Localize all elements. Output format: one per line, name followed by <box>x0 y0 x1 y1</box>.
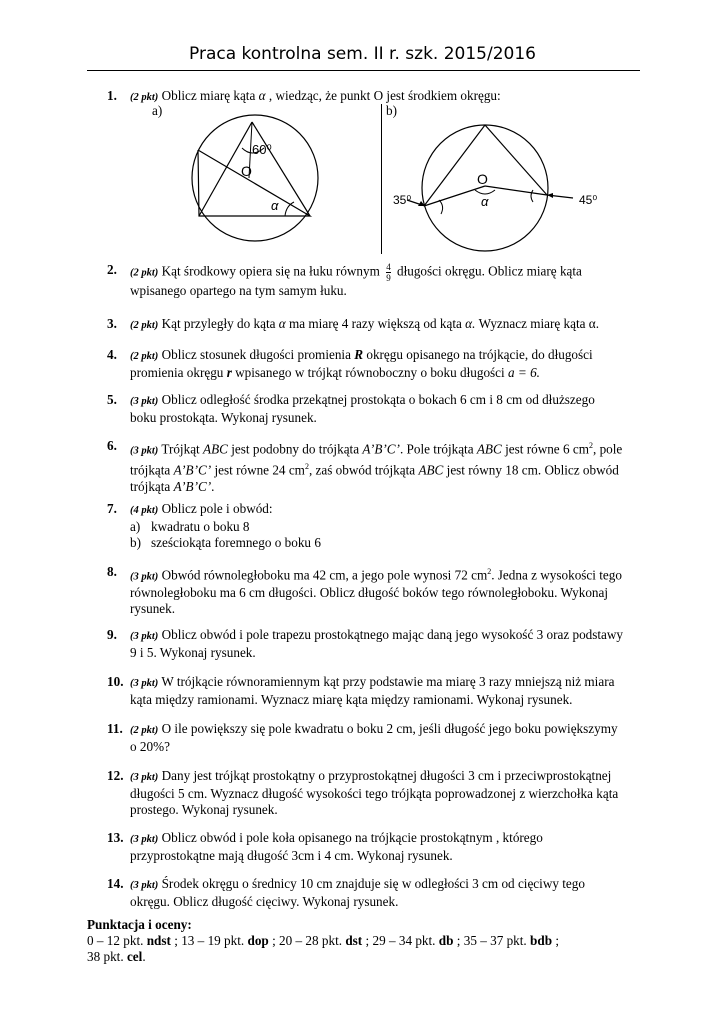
grade-separator: ; <box>362 933 373 948</box>
triangle-a-prime: A’B’C’ <box>173 462 212 478</box>
task-text: , wiedząc, że punkt O jest środkiem okręgu: <box>265 88 501 103</box>
task-9 <box>107 627 642 661</box>
scoring-section <box>87 917 647 965</box>
grade-range: 20 – 28 pkt. <box>279 933 346 948</box>
task-text: kąta między ramionami. Wyznacz miarę kąta między ramionami. Wykonaj rysunek. <box>130 692 573 707</box>
task-5 <box>107 392 642 426</box>
task-points: (3 pkt) <box>130 631 159 642</box>
task-number: 3. <box>107 316 117 331</box>
task-1 <box>107 88 642 106</box>
task-points: (3 pkt) <box>130 396 159 407</box>
task-number: 8. <box>107 564 117 579</box>
task-text: . Jedna z wysokości tego <box>491 567 622 583</box>
task-points: (3 pkt) <box>130 445 159 457</box>
task-4 <box>107 347 642 381</box>
task-number: 1. <box>107 88 117 103</box>
item-text: kwadratu o boku 8 <box>151 519 250 534</box>
task-number: 10. <box>107 674 124 689</box>
task-14 <box>107 876 642 910</box>
equation: a = 6. <box>508 365 540 380</box>
circle-b <box>422 125 548 251</box>
grade-name: db <box>438 933 454 948</box>
fraction-numerator: 4 <box>386 262 391 272</box>
task-text: okręgu. Oblicz długość cięciwy. Wykonaj rysunek. <box>130 894 399 909</box>
superscript: 2 <box>487 567 492 576</box>
task-text: . <box>211 478 215 494</box>
alpha-symbol: α <box>278 316 286 331</box>
diagram-a <box>170 118 330 248</box>
task-text: jest podobny do trójkąta <box>227 441 363 457</box>
task-6 <box>107 438 642 495</box>
task-text: Trójkąt <box>161 441 204 457</box>
page-header <box>0 44 725 64</box>
triangle-abc: ABC <box>203 441 228 457</box>
task-text: długości okręgu. Oblicz miarę kąta <box>396 263 582 279</box>
circle-a <box>192 115 318 241</box>
grade-range: 29 – 34 pkt. <box>372 933 439 948</box>
task-text: prostego. Wykonaj rysunek. <box>130 802 278 817</box>
grade-separator: ; <box>552 933 560 948</box>
alpha-label-b: α <box>481 194 489 209</box>
symbol-r: r <box>226 365 232 380</box>
scoring-title: Punktacja i oceny: <box>87 917 192 932</box>
item-label: a) <box>130 519 141 534</box>
chord-b1 <box>424 125 485 206</box>
fraction-denominator: 9 <box>386 273 391 283</box>
task-text: o 20%? <box>130 739 170 754</box>
radius-b1 <box>424 186 485 206</box>
center-label-o: O <box>241 163 252 179</box>
triangle-a-prime: A’B’C’ <box>362 441 400 457</box>
superscript: 2 <box>304 462 309 472</box>
task-number: 5. <box>107 392 117 407</box>
task-7 <box>107 501 642 551</box>
task-points: (3 pkt) <box>130 772 159 783</box>
task-number: 12. <box>107 768 124 783</box>
angle-label-35: 35⁰ <box>393 193 412 207</box>
item-label: b) <box>130 535 141 550</box>
task-text: jest równe 6 cm <box>501 441 589 457</box>
alpha-symbol: α <box>258 88 266 103</box>
task-text: promienia okręgu <box>130 365 227 380</box>
task-number: 11. <box>107 721 123 736</box>
diagram-b <box>395 118 625 253</box>
page-title: Praca kontrolna sem. II r. szk. 2015/2016 <box>189 44 536 64</box>
task-13 <box>107 830 642 864</box>
symbol-R: R <box>354 347 364 362</box>
task-text: wpisanego w trójkąt równoboczny o boku długości <box>231 365 508 380</box>
grade-separator: ; <box>170 933 182 948</box>
alpha-label-a: α <box>271 198 279 213</box>
task-text: O ile powiększy się pole kwadratu o boku 2 cm, jeśli długość jego boku powiększymy <box>161 721 618 736</box>
task-points: (3 pkt) <box>130 571 159 583</box>
grade-separator: ; <box>268 933 280 948</box>
grade-name: cel <box>126 949 143 964</box>
task-text: ma miarę 4 razy większą od kąta <box>285 316 466 331</box>
task-text: Dany jest trójkąt prostokątny o przyprostokątnej długości 3 cm i przeciwprostokątnej <box>161 768 612 783</box>
chord-b2 <box>485 125 547 195</box>
task-text: jest równe 24 cm <box>211 462 305 478</box>
grade-separator: ; <box>453 933 464 948</box>
alpha-symbol: α. <box>465 316 476 331</box>
task-number: 7. <box>107 501 117 516</box>
task-text: przyprostokątne mają długość 3cm i 4 cm. Wykonaj rysunek. <box>130 848 453 863</box>
angle-arc-35 <box>439 200 443 214</box>
grade-range: 13 – 19 pkt. <box>181 933 248 948</box>
task-text: Oblicz obwód i pole koła opisanego na trójkącie prostokątnym , którego <box>161 830 543 845</box>
task-number: 14. <box>107 876 124 891</box>
diagram-divider <box>381 104 382 254</box>
subtask-label-b: b) <box>386 103 397 118</box>
task-points: (3 pkt) <box>130 880 159 891</box>
task-text: trójkąta <box>130 462 174 478</box>
task-text: okręgu opisanego na trójkącie, do długości <box>363 347 593 362</box>
task-2 <box>107 262 642 299</box>
task-text: wpisanego opartego na tym samym łuku. <box>130 283 347 298</box>
task-text: Środek okręgu o średnicy 10 cm znajduje się w odległości 3 cm od cięciwy tego <box>161 876 585 891</box>
task-text: , zaś obwód trójkąta <box>308 462 419 478</box>
angle-label-60: 60⁰ <box>252 142 272 157</box>
task-number: 9. <box>107 627 117 642</box>
task-text: długości 5 cm. Wyznacz długość wysokości tego trójkąta poprowadzonej z wierzchołka kąta <box>130 786 619 801</box>
grade-range: 38 pkt. <box>87 949 127 964</box>
task-points: (2 pkt) <box>130 351 159 362</box>
task-points: (2 pkt) <box>130 92 159 103</box>
task-text: rysunek. <box>130 601 176 617</box>
fraction-4-9 <box>386 262 391 283</box>
list-item <box>130 519 642 535</box>
inscribed-triangle-a <box>198 150 310 216</box>
task-number: 2. <box>107 262 117 277</box>
angle-label-45: 45⁰ <box>579 193 598 207</box>
header-divider <box>87 70 640 71</box>
center-label-o-b: O <box>477 171 488 187</box>
task-text: Oblicz miarę kąta <box>161 88 259 103</box>
task-points: (2 pkt) <box>130 267 159 279</box>
task-10 <box>107 674 642 708</box>
task-text: Oblicz odległość środka przekątnej prostokąta o bokach 6 cm i 8 cm od dłuższego <box>161 392 595 407</box>
task-points: (3 pkt) <box>130 678 159 689</box>
task-text: Kąt przyległy do kąta <box>161 316 279 331</box>
grade-name: ndst <box>146 933 171 948</box>
subtask-label-a: a) <box>152 103 163 118</box>
task-points: (3 pkt) <box>130 834 159 845</box>
grade-range: 0 – 12 pkt. <box>87 933 147 948</box>
grade-range: 35 – 37 pkt. <box>463 933 531 948</box>
task-text: 9 i 5. Wykonaj rysunek. <box>130 645 256 660</box>
task-text: równoległoboku ma 6 cm długości. Oblicz długość boków tego równoległoboku. Wykonaj <box>130 585 609 601</box>
grade-separator: . <box>142 949 146 964</box>
task-text: Kąt środkowy opiera się na łuku równym <box>161 263 380 279</box>
task-number: 13. <box>107 830 124 845</box>
grade-name: bdb <box>530 933 553 948</box>
task-points: (2 pkt) <box>130 320 159 331</box>
superscript: 2 <box>588 441 593 450</box>
triangle-abc: ABC <box>476 441 502 457</box>
grade-name: dop <box>247 933 269 948</box>
task-8 <box>107 564 642 617</box>
task-text: , pole <box>592 441 623 457</box>
grade-list-last <box>87 949 647 965</box>
triangle-abc: ABC <box>418 462 444 478</box>
task-number: 4. <box>107 347 117 362</box>
task-11 <box>107 721 642 755</box>
triangle-a-prime: A’B’C’ <box>173 478 212 494</box>
task-3 <box>107 316 642 334</box>
task-12 <box>107 768 642 818</box>
task-text: jest równy 18 cm. Oblicz obwód <box>443 462 619 478</box>
task-text: Oblicz stosunek długości promienia <box>161 347 355 362</box>
task-text: Oblicz pole i obwód: <box>161 501 273 516</box>
angle-arc-45 <box>531 190 533 202</box>
task-text: boku prostokąta. Wykonaj rysunek. <box>130 410 317 425</box>
task-text: . Pole trójkąta <box>399 441 477 457</box>
task-text: Oblicz obwód i pole trapezu prostokątnego mając daną jego wysokość 3 oraz podstawy <box>161 627 624 642</box>
task-points: (4 pkt) <box>130 505 159 516</box>
task-points: (2 pkt) <box>130 725 159 736</box>
task-text: Wyznacz miarę kąta α. <box>475 316 600 331</box>
item-text: sześciokąta foremnego o boku 6 <box>151 535 321 550</box>
task-text: trójkąta <box>130 478 174 494</box>
grade-list <box>87 933 647 949</box>
task-text: Obwód równoległoboku ma 42 cm, a jego pole wynosi 72 cm <box>161 567 488 583</box>
task-text: W trójkącie równoramiennym kąt przy podstawie ma miarę 3 razy mniejszą niż miara <box>161 674 615 689</box>
task-number: 6. <box>107 438 117 453</box>
list-item <box>130 535 642 551</box>
grade-name: dst <box>345 933 363 948</box>
